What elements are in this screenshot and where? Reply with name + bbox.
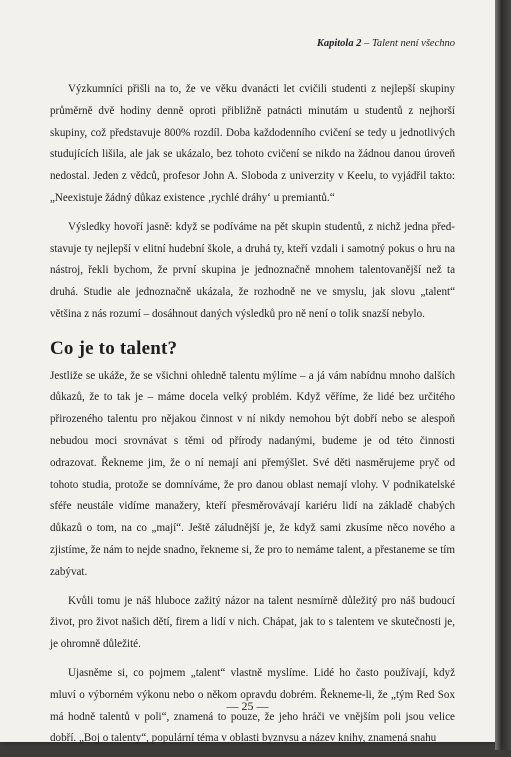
section-heading: Co je to talent?: [50, 337, 178, 359]
chapter-title: Talent není všechno: [371, 38, 455, 49]
scan-edge-shadow: [495, 0, 511, 750]
header-separator: –: [361, 38, 372, 49]
chapter-label: Kapitola 2: [316, 38, 362, 49]
page-number: — 25 —: [226, 699, 269, 713]
paragraph-4: Kvůli tomu je náš hluboce zažitý názor na talent nesmírně důležitý pro náš budoucí život, pro život našich dětí, firem a lidí v nich. Chápat, jak to s talentem ve skutečnosti je, je ohromně důležité.: [50, 594, 455, 651]
page-body: [50, 79, 455, 757]
running-header: [317, 38, 455, 49]
paragraph-1: Výzkumníci přišli na to, že ve věku dvanácti let cvičili studenti z nejlepší skupiny průměrně dvě hodiny denně oproti přibližně patnácti minutám u studentů z nejhorší skupiny, což představuje 800% rozdíl. Doba každodenního cvičení se tedy u jednotlivých studujících lišila, ale jak se ukázalo, bez tohoto cvičení se nikdo na žádnou danou úroveň nedostal. Jeden z vědců, profesor John A. Sloboda z univerzity v Keelu, to vyjádřil takto: „Neexistuje žádný důkaz existence ‚rychlé dráhy‘ u premiantů.“: [50, 83, 455, 204]
paragraph-5: Ujasněme si, co pojmem „talent“ vlastně myslíme. Lidé ho často používají, když mluví o výborném výkonu nebo o někom opravdu dobrém. Řekneme-li, že „tým Red Sox má hodně talentů v poli“, znamená to pouze, že jeho hráči ve vnějším poli jsou velice dobří. „Boj o talenty“, populární téma v oblasti byznysu a název knihy, znamená snahu: [50, 666, 455, 745]
paragraph-2: Výsledky hovoří jasně: když se podíváme na pět skupin studentů, z nichž jedna představuje ty nejlepší v elitní hudební škole, a druhá ty, kteří vzdali i samotný pokus o hru na nástroj, řekli bychom, že první skupina je jednoznačně mnohem talentovanější než ta druhá. Studie ale jednoznačně ukázala, že rozhodně ne ve smyslu, jak slovu „talent“ většina z nás rozumí – dosáhnout daných výsledků pro ně není o tolik snazší nebylo.: [50, 220, 455, 320]
paragraph-3: Jestliže se ukáže, že se všichni ohledně talentu mýlíme – a já vám nabídnu mnoho dalších důkazů, že to tak je – máme docela velký problém. Když věříme, že lidé bez určitého přirozeného talentu pro nějakou činnost v ní nikdy nemohou být dobří nebo se alespoň nebudou moci srovnávat s těmi od přírody nadanými, budeme je od této činnosti odrazovat. Řekneme jim, že o ní nemají ani přemýšlet. Své děti nasměrujeme pryč od tohoto studia, protože se domníváme, že pro danou oblast nemají vlohy. V podnikatelské sféře neustále vidíme manažery, kteří přesměrovávají kariéru lidí na základě chabých důkazů o tom, na co „mají“. Ještě záludnější je, že když sami zkusíme něco nového a zjistíme, že nám to nejde snadno, řekneme si, že pro to nemáme talent, a přestaneme se tím zabývat.: [50, 369, 455, 578]
